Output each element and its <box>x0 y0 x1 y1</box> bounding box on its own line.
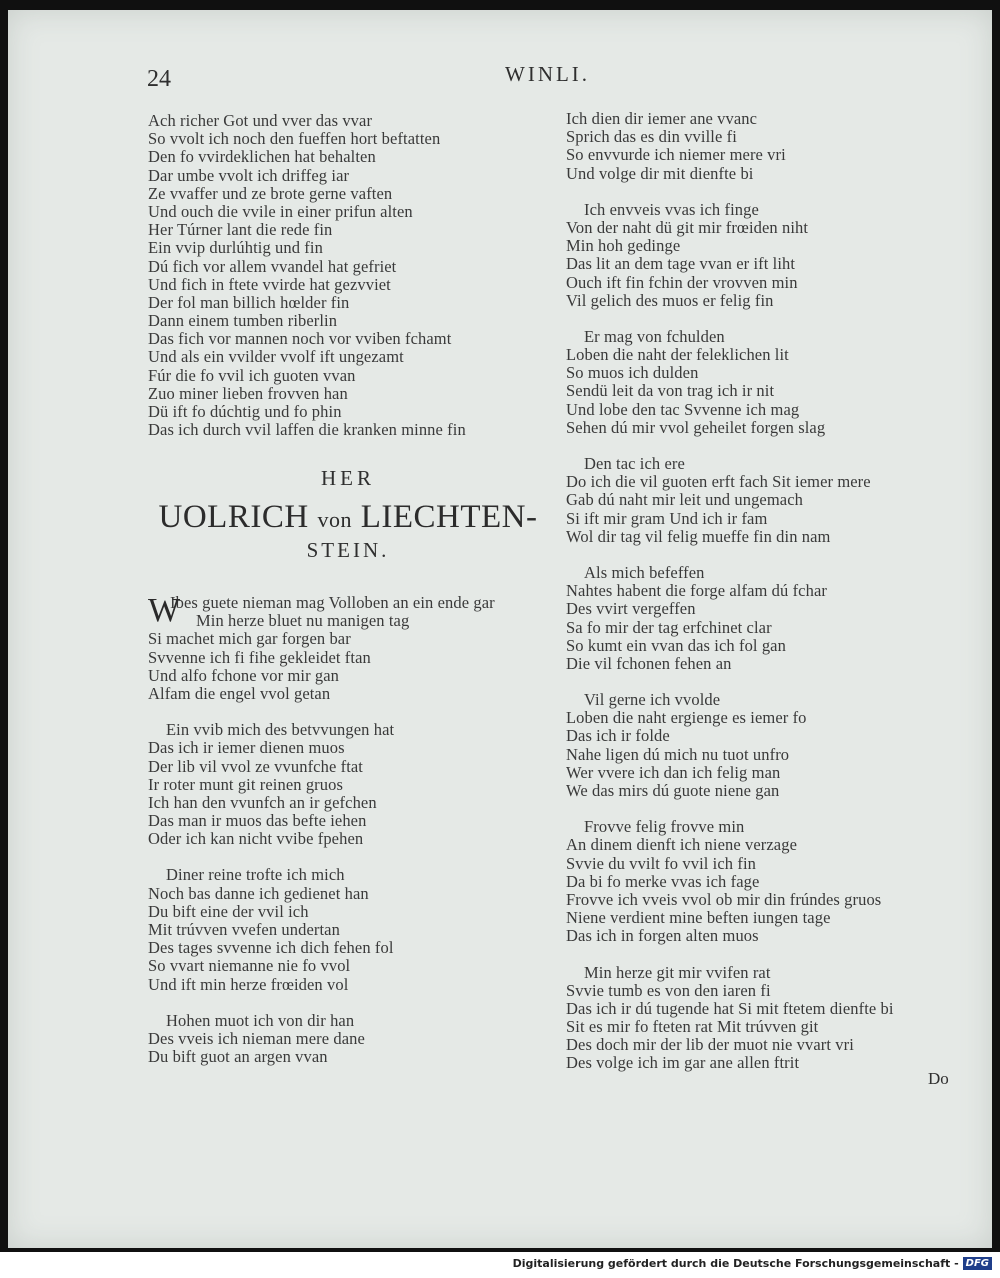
verse-line: Von der naht dü git mir frœiden niht <box>566 217 809 237</box>
verse-line: Da bi fo merke vvas ich fage <box>566 871 760 891</box>
verse-line: Mit trúvven vvefen undertan <box>148 920 340 939</box>
verse-line: Sa fo mir der tag erfchinet clar <box>566 617 772 637</box>
verse-line: Das ich ir dú tugende hat Si mit ftetem dienfte bi <box>566 998 894 1018</box>
verse-line: Alfam die engel vvol getan <box>148 683 331 703</box>
verse-line: Sendü leit da von trag ich ir nit <box>566 381 775 401</box>
verse-line: Du bift eine der vvil ich <box>148 901 309 921</box>
verse-line: Sit es mir fo fteten rat Mit trúvven git <box>566 1017 819 1037</box>
stanza <box>566 564 956 673</box>
verse-line: Dú fich vor allem vvandel hat gefriet <box>148 256 397 276</box>
verse-line: Ich envveis vvas ich finge <box>584 199 759 219</box>
verse-line: We das mirs dú guote niene gan <box>566 781 780 800</box>
stanza <box>566 201 956 310</box>
verse-line: Nahtes habent die forge alfam dú fchar <box>566 581 827 601</box>
verse-line: So kumt ein vvan das ich fol gan <box>566 635 786 655</box>
verse-line: Und als ein vvilder vvolf ift ungezamt <box>148 347 404 367</box>
verse-line: So vvart niemanne nie fo vvol <box>148 956 351 976</box>
dfg-logo: DFG <box>963 1257 992 1270</box>
verse-line: Der fol man billich hœlder fin <box>148 292 350 312</box>
verse-line: Den fo vvirdeklichen hat behalten <box>148 147 376 167</box>
stanza <box>566 110 956 183</box>
stanza <box>148 1012 548 1067</box>
section-heading-continuation: STEIN. <box>306 538 390 562</box>
verse-line: Das ich ir folde <box>566 726 670 746</box>
verse-line: Wol dir tag vil felig mueffe fin din nam <box>566 526 831 546</box>
verse-line: Nahe ligen dú mich nu tuot unfro <box>566 744 790 764</box>
name-particle: von <box>317 507 352 532</box>
verse-line: Do ich die vil guoten erft fach Sit iemer mere <box>566 472 871 492</box>
digitization-credit <box>513 1257 992 1270</box>
name-part: UOLRICH <box>158 499 309 535</box>
left-column-top <box>148 112 548 457</box>
verse-line: Si ift mir gram Und ich ir fam <box>566 508 768 528</box>
verse-line: Frovve felig frovve min <box>584 817 745 837</box>
stanza <box>148 866 548 993</box>
verse-line: Die vil fchonen fehen an <box>566 653 732 673</box>
stanza <box>566 818 956 945</box>
catchword: Do <box>928 1069 949 1088</box>
right-column-poem <box>566 110 956 1091</box>
stanza <box>566 691 956 800</box>
verse-line: Ich dien dir iemer ane vvanc <box>566 109 758 128</box>
verse-line: Zuo miner lieben frovven han <box>148 383 348 403</box>
verse-line: Min hoh gedinge <box>566 236 681 256</box>
verse-line: So envvurde ich niemer mere vri <box>566 145 786 165</box>
verse-line: Vil gerne ich vvolde <box>584 690 721 710</box>
stanza <box>566 455 956 546</box>
verse-line: Des doch mir der lib der muot nie vvart vri <box>566 1035 854 1055</box>
verse-line: Diner reine trofte ich mich <box>166 865 345 885</box>
verse-line: Svvie du vvilt fo vvil ich fin <box>566 853 756 873</box>
verse-line: Des vveis ich nieman mere dane <box>148 1028 365 1048</box>
verse-line: Loben die naht der feleklichen lit <box>566 345 789 365</box>
verse-line: Noch bas danne ich gedienet han <box>148 883 369 903</box>
verse-line: Sehen dú mir vvol geheilet forgen slag <box>566 417 826 437</box>
verse-line: Und fich in ftete vvirde hat gezvviet <box>148 274 391 294</box>
verse-line: Der lib vil vvol ze vvunfche ftat <box>148 756 363 776</box>
verse-line: An dinem dienft ich niene verzage <box>566 835 797 855</box>
verse-line: Das lit an dem tage vvan er ift liht <box>566 254 796 274</box>
verse-line: Svvenne ich fi fihe gekleidet ftan <box>148 647 371 667</box>
drop-cap: W <box>148 592 181 629</box>
stanza <box>566 328 956 437</box>
verse-line: Das man ir muos das befte iehen <box>148 811 367 831</box>
verse-line: Ein vvib mich des betvvungen hat <box>166 720 395 740</box>
verse-line: Und volge dir mit dienfte bi <box>566 163 754 183</box>
verse-line: Den tac ich ere <box>584 454 685 473</box>
verse-line: Ibes guete nieman mag Volloben an ein ende gar <box>170 593 495 612</box>
verse-line: Das ich ir iemer dienen muos <box>148 738 345 758</box>
verse-line: Loben die naht ergienge es iemer fo <box>566 708 807 728</box>
verse-line: Ir roter munt git reinen gruos <box>148 774 343 794</box>
credit-text: Digitalisierung gefördert durch die Deutsche Forschungsgemeinschaft - <box>512 1257 959 1270</box>
verse-line: Ze vvaffer und ze brote gerne vaften <box>148 183 393 203</box>
verse-line: Er mag von fchulden <box>584 326 725 346</box>
verse-line: Ouch ift fin fchin der vrovven min <box>566 272 798 292</box>
verse-line: Ein vvip durlúhtig und fin <box>148 238 323 258</box>
verse-line: Als mich befeffen <box>584 562 705 582</box>
verse-line: Svvie tumb es von den iaren fi <box>566 980 771 1000</box>
verse-line: Des tages svvenne ich dich fehen fol <box>148 938 394 958</box>
verse-line: Gab dú naht mir leit und ungemach <box>566 490 803 510</box>
section-heading-name <box>148 499 548 536</box>
verse-line: Dar umbe vvolt ich driffeg iar <box>148 165 350 185</box>
verse-line: Dü ift fo dúchtig und fo phin <box>148 402 342 421</box>
verse-line: Und alfo fchone vor mir gan <box>148 665 340 685</box>
verse-line: Dann einem tumben riberlin <box>148 311 338 331</box>
verse-line: Du bift guot an argen vvan <box>148 1047 328 1067</box>
verse-line: Und lobe den tac Svvenne ich mag <box>566 399 800 419</box>
name-part: LIECHTEN- <box>360 499 538 535</box>
verse-line: Ach richer Got und vver das vvar <box>148 111 373 130</box>
stanza <box>148 112 548 439</box>
verse-line: Des volge ich im gar ane allen ftrit <box>566 1053 800 1073</box>
verse-line: Fúr die fo vvil ich guoten vvan <box>148 365 356 385</box>
section-heading-her: HER <box>321 466 375 490</box>
stanza <box>566 964 956 1073</box>
verse-line: Niene verdient mine beften iungen tage <box>566 908 831 928</box>
verse-line: Des vvirt vergeffen <box>566 599 696 619</box>
stanza <box>148 721 548 848</box>
verse-line: Oder ich kan nicht vvibe fpehen <box>148 829 364 849</box>
left-column-poem <box>148 594 548 1084</box>
verse-line: Das fich vor mannen noch vor vviben fchamt <box>148 329 452 349</box>
verse-line: Ich han den vvunfch an ir gefchen <box>148 792 377 812</box>
verse-line: Frovve ich vveis vvol ob mir din frúndes gruos <box>566 889 882 909</box>
verse-line: Und ift min herze frœiden vol <box>148 974 349 994</box>
verse-line: Das ich durch vvil laffen die kranken minne fin <box>148 420 466 440</box>
stanza <box>148 594 548 703</box>
running-head: WINLI. <box>505 62 591 86</box>
verse-line: Min herze git mir vvifen rat <box>584 962 771 982</box>
verse-line: So muos ich dulden <box>566 363 699 383</box>
verse-line: So vvolt ich noch den fueffen hort beftatten <box>148 129 441 149</box>
verse-line: Min herze bluet nu manigen tag <box>196 611 410 631</box>
verse-line: Wer vvere ich dan ich felig man <box>566 762 781 782</box>
next-page-bleed <box>955 100 992 1000</box>
verse-line: Das ich in forgen alten muos <box>566 926 759 946</box>
page-number: 24 <box>147 66 171 92</box>
verse-line: Und ouch die vvile in einer prifun alten <box>148 201 413 221</box>
verse-line: Hohen muot ich von dir han <box>166 1010 355 1030</box>
verse-line: Her Túrner lant die rede fin <box>148 220 333 240</box>
verse-line: Sprich das es din vville fi <box>566 127 737 147</box>
verse-line: Vil gelich des muos er felig fin <box>566 290 774 310</box>
verse-line: Si machet mich gar forgen bar <box>148 629 351 649</box>
